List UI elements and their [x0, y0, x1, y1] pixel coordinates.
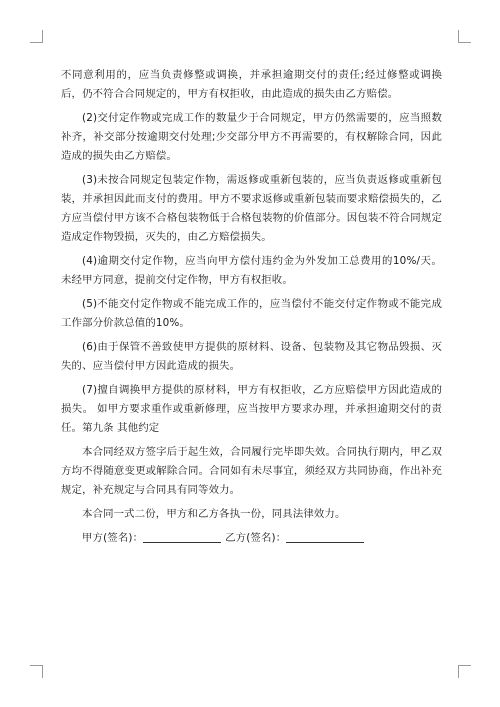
- crop-mark-bottom-right: [458, 665, 471, 678]
- party-a-signature-label: 甲方(签名)：: [82, 532, 144, 544]
- crop-mark-bottom-left: [30, 665, 43, 678]
- crop-mark-top-left: [30, 30, 43, 43]
- paragraph-continuation: 不同意利用的，应当负责修整或调换，并承担逾期交付的责任;经过修整或调换后，仍不符合合同规定的，甲方有权拒收，由此造成的损失由乙方赔偿。: [61, 69, 442, 100]
- paragraph-clause-6: (6)由于保管不善致使甲方提供的原材料、设备、包装物及其它物品毁损、灭失的、应当偿付甲方因此造成的损失。: [61, 341, 442, 372]
- signature-row: [61, 529, 442, 548]
- document-page: [61, 66, 442, 548]
- party-a-signature-line[interactable]: [143, 530, 221, 543]
- paragraph-clause-3: (3)未按合同规定包装定作物，需返修或重新包装的，应当负责返修或重新包装，并承担因此而支付的费用。甲方不要求返修或重新包装而要求赔偿损失的，乙方应当偿付甲方该不合格包装物低于合格包装物的价值部分。因包装不符合同规定造成定作物毁损，灭失的，由乙方赔偿损失。: [61, 174, 442, 243]
- paragraph-clause-4: (4)逾期交付定作物，应当向甲方偿付违约金为外发加工总费用的10%/天。 未经甲方同意，提前交付定作物，甲方有权拒收。: [61, 255, 442, 286]
- paragraph-effectiveness: 本合同经双方签字后于起生效，合同履行完毕即失效。合同执行期内，甲乙双方均不得随意变更或解除合同。合同如有未尽事宜，须经双方共同协商，作出补充规定，补充规定与合同具有同等效力。: [61, 446, 442, 496]
- crop-mark-top-right: [458, 30, 471, 43]
- paragraph-clause-7: (7)擅自调换甲方提供的原材料，甲方有权拒收，乙方应赔偿甲方因此造成的损失。 如甲方要求重作或重新修理，应当按甲方要求办理，并承担逾期交付的责任。第九条 其他约定: [61, 384, 442, 434]
- paragraph-clause-2: (2)交付定作物或完成工作的数量少于合同规定，甲方仍然需要的，应当照数补齐，补交部分按逾期交付处理;少交部分甲方不再需要的，有权解除合同，因此造成的损失由乙方赔偿。: [61, 112, 442, 162]
- party-b-signature-label: 乙方(签名)：: [225, 532, 287, 544]
- paragraph-copies: 本合同一式二份，甲方和乙方各执一份，同具法律效力。: [82, 508, 346, 520]
- paragraph-clause-5: (5)不能交付定作物或不能完成工作的，应当偿付不能交付定作物或不能完成工作部分价款总值的10%。: [61, 298, 442, 329]
- party-b-signature-line[interactable]: [286, 530, 364, 543]
